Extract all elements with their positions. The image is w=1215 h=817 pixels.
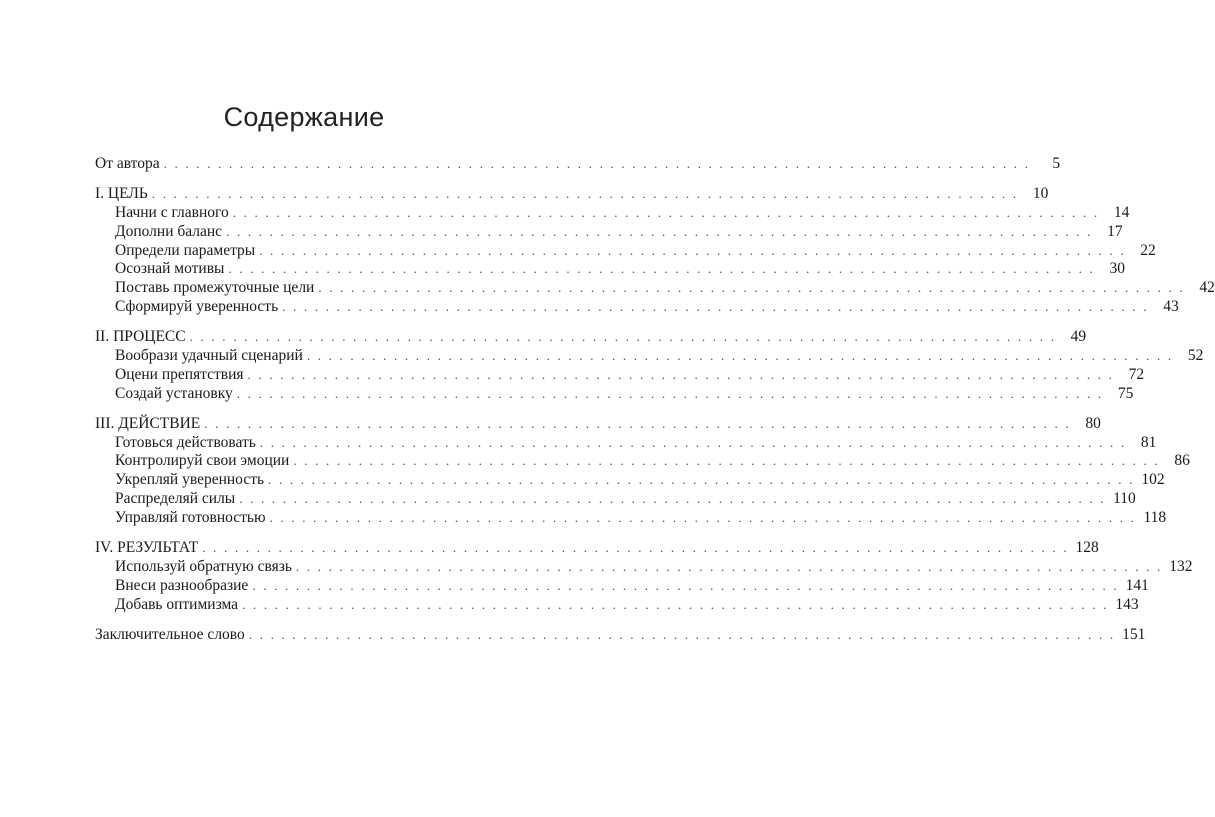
toc-entry-label: Сформируй уверенность	[115, 298, 279, 316]
toc-subentry[interactable]	[95, 241, 1156, 261]
toc-page-number: 10	[1032, 184, 1049, 202]
toc-entry-label: Укрепляй уверенность	[115, 471, 265, 489]
toc-entry-label: Готовься действовать	[115, 433, 256, 451]
toc-entry[interactable]	[95, 155, 1061, 174]
toc-page-number: 30	[1109, 260, 1126, 278]
toc-page-number: 49	[1070, 328, 1087, 346]
toc-subentry[interactable]	[95, 260, 1126, 279]
dot-leader: . . . . . . . . . . . . . . . . . . . . . . . . . . . . . . . . . . . . . . . . . . . . . . . . . . . . . . . . . . . . . . . . . . . . . . . . . . . . . . . .	[252, 577, 1119, 593]
toc-entry-label: III. ДЕЙСТВИЕ	[95, 414, 201, 432]
toc-page-number: 132	[1169, 557, 1193, 575]
toc-entry-label: Вообрази удачный сценарий	[115, 347, 303, 365]
toc-subentry[interactable]	[95, 203, 1130, 223]
toc-subentry[interactable]	[95, 471, 1165, 490]
toc-page-number: 102	[1141, 471, 1165, 489]
dot-leader: . . . . . . . . . . . . . . . . . . . . . . . . . . . . . . . . . . . . . . . . . . . . . . . . . . . . . . . . . . . . . . . . . . . . . . . . . . . . . . . .	[259, 242, 1126, 258]
dot-leader: . . . . . . . . . . . . . . . . . . . . . . . . . . . . . . . . . . . . . . . . . . . . . . . . . . . . . . . . . . . . . . . . . . . . . . . . . . . . . . . .	[202, 540, 1069, 556]
toc-page-number: 42	[1199, 279, 1215, 297]
dot-leader: . . . . . . . . . . . . . . . . . . . . . . . . . . . . . . . . . . . . . . . . . . . . . . . . . . . . . . . . . . . . . . . . . . . . . . . . . . . . . . . .	[282, 299, 1149, 315]
toc-entry-label: Осознай мотивы	[115, 260, 225, 278]
dot-leader: . . . . . . . . . . . . . . . . . . . . . . . . . . . . . . . . . . . . . . . . . . . . . . . . . . . . . . . . . . . . . . . . . . . . . . . . . . . . . . . .	[228, 261, 1096, 277]
toc-subentry[interactable]	[95, 595, 1139, 615]
page-title: Содержание	[223, 102, 385, 132]
toc-entry-label: Оцени препятствия	[115, 365, 244, 383]
dot-leader: . . . . . . . . . . . . . . . . . . . . . . . . . . . . . . . . . . . . . . . . . . . . . . . . . . . . . . . . . . . . . . . . . . . . . . . . . . . . . . . .	[204, 415, 1071, 431]
toc-entry-label: Распределяй силы	[115, 490, 236, 508]
dot-leader: . . . . . . . . . . . . . . . . . . . . . . . . . . . . . . . . . . . . . . . . . . . . . . . . . . . . . . . . . . . . . . . . . . . . . . . . . . . . . . . .	[248, 626, 1116, 642]
toc-page-number: 143	[1115, 595, 1139, 613]
dot-leader: . . . . . . . . . . . . . . . . . . . . . . . . . . . . . . . . . . . . . . . . . . . . . . . . . . . . . . . . . . . . . . . . . . . . . . . . . . . . . . . .	[236, 385, 1104, 401]
toc-page-number: 5	[1052, 155, 1061, 172]
toc-subentry[interactable]	[95, 222, 1123, 242]
toc-entry[interactable]	[95, 184, 1049, 204]
toc-entry-label: Определи параметры	[115, 241, 256, 259]
toc-page-number: 86	[1174, 452, 1190, 470]
dot-leader: . . . . . . . . . . . . . . . . . . . . . . . . . . . . . . . . . . . . . . . . . . . . . . . . . . . . . . . . . . . . . . . . . . . . . . . . . . . . . . . .	[259, 434, 1127, 450]
toc-page-number: 151	[1122, 625, 1146, 643]
dot-leader: . . . . . . . . . . . . . . . . . . . . . . . . . . . . . . . . . . . . . . . . . . . . . . . . . . . . . . . . . . . . . . . . . . . . . . . . . . . . . . . .	[247, 366, 1115, 382]
toc-subentry[interactable]	[95, 452, 1190, 471]
toc-entry-label: Создай установку	[115, 384, 233, 402]
dot-leader: . . . . . . . . . . . . . . . . . . . . . . . . . . . . . . . . . . . . . . . . . . . . . . . . . . . . . . . . . . . . . . . . . . . . . . . . . . . . . . . .	[239, 491, 1106, 507]
toc-entry-label: Используй обратную связь	[115, 557, 292, 575]
toc-subentry[interactable]	[95, 557, 1193, 577]
dot-leader: . . . . . . . . . . . . . . . . . . . . . . . . . . . . . . . . . . . . . . . . . . . . . . . . . . . . . . . . . . . . . . . . . . . . . . . . . . . . . . . .	[318, 280, 1185, 296]
toc-subentry[interactable]	[95, 576, 1149, 596]
toc-entry-label: Начни с главного	[115, 203, 229, 221]
toc-page-number: 141	[1125, 576, 1149, 594]
dot-leader: . . . . . . . . . . . . . . . . . . . . . . . . . . . . . . . . . . . . . . . . . . . . . . . . . . . . . . . . . . . . . . . . . . . . . . . . . . . . . . . .	[226, 223, 1093, 239]
toc-section	[95, 539, 1193, 615]
toc-entry[interactable]	[95, 625, 1146, 645]
toc-subentry[interactable]	[95, 279, 1215, 298]
toc-entry-label: Дополни баланс	[115, 222, 223, 240]
toc-subentry[interactable]	[95, 433, 1157, 453]
toc-section	[95, 184, 1215, 317]
toc-entry-label: От автора	[95, 155, 160, 172]
toc-subentry[interactable]	[95, 509, 1167, 528]
toc-subentry[interactable]	[95, 384, 1134, 404]
toc-entry-label: Внеси разнообразие	[115, 576, 249, 594]
toc-section	[95, 414, 1190, 528]
dot-leader: . . . . . . . . . . . . . . . . . . . . . . . . . . . . . . . . . . . . . . . . . . . . . . . . . . . . . . . . . . . . . . . . . . . . . . . . . . . . . . . .	[293, 453, 1160, 469]
dot-leader: . . . . . . . . . . . . . . . . . . . . . . . . . . . . . . . . . . . . . . . . . . . . . . . . . . . . . . . . . . . . . . . . . . . . . . . . . . . . . . . .	[151, 185, 1019, 201]
toc-page-number: 118	[1143, 509, 1167, 527]
table-of-contents	[95, 155, 1215, 655]
toc-subentry[interactable]	[95, 298, 1179, 317]
toc-page-number: 80	[1085, 414, 1101, 432]
toc-subentry[interactable]	[95, 365, 1145, 385]
toc-page-number: 14	[1113, 203, 1130, 221]
toc-page-number: 81	[1140, 433, 1157, 451]
toc-section	[95, 625, 1146, 645]
toc-entry[interactable]	[95, 414, 1101, 434]
toc-entry-label: I. ЦЕЛЬ	[95, 184, 148, 202]
dot-leader: . . . . . . . . . . . . . . . . . . . . . . . . . . . . . . . . . . . . . . . . . . . . . . . . . . . . . . . . . . . . . . . . . . . . . . . . . . . . . . . .	[269, 510, 1137, 526]
dot-leader: . . . . . . . . . . . . . . . . . . . . . . . . . . . . . . . . . . . . . . . . . . . . . . . . . . . . . . . . . . . . . . . . . . . . . . . . . . . . . . . .	[268, 472, 1135, 488]
dot-leader: . . . . . . . . . . . . . . . . . . . . . . . . . . . . . . . . . . . . . . . . . . . . . . . . . . . . . . . . . . . . . . . . . . . . . . . . . . . . . . . .	[242, 596, 1109, 612]
toc-page-number: 128	[1075, 539, 1099, 557]
toc-entry-label: IV. РЕЗУЛЬТАТ	[95, 539, 199, 557]
toc-section	[95, 328, 1204, 404]
toc-subentry[interactable]	[95, 347, 1204, 366]
toc-page-number: 75	[1117, 384, 1134, 402]
toc-entry-label: Заключительное слово	[95, 625, 245, 643]
dot-leader: . . . . . . . . . . . . . . . . . . . . . . . . . . . . . . . . . . . . . . . . . . . . . . . . . . . . . . . . . . . . . . . . . . . . . . . . . . . . . . . .	[163, 156, 1031, 171]
toc-entry[interactable]	[95, 328, 1087, 347]
toc-entry-label: Контролируй свои эмоции	[115, 452, 290, 470]
toc-entry-label: Поставь промежуточные цели	[115, 279, 315, 297]
dot-leader: . . . . . . . . . . . . . . . . . . . . . . . . . . . . . . . . . . . . . . . . . . . . . . . . . . . . . . . . . . . . . . . . . . . . . . . . . . . . . . . .	[232, 204, 1100, 220]
toc-page-number: 52	[1187, 347, 1204, 365]
dot-leader: . . . . . . . . . . . . . . . . . . . . . . . . . . . . . . . . . . . . . . . . . . . . . . . . . . . . . . . . . . . . . . . . . . . . . . . . . . . . . . . .	[295, 558, 1163, 574]
toc-page-number: 110	[1113, 490, 1136, 508]
toc-entry-label: II. ПРОЦЕСС	[95, 328, 186, 346]
toc-page-number: 72	[1128, 365, 1145, 383]
toc-subentry[interactable]	[95, 490, 1136, 509]
toc-entry-label: Добавь оптимизма	[115, 595, 239, 613]
toc-section	[95, 155, 1061, 174]
toc-page-number: 43	[1163, 298, 1179, 316]
toc-entry-label: Управляй готовностью	[115, 509, 266, 527]
dot-leader: . . . . . . . . . . . . . . . . . . . . . . . . . . . . . . . . . . . . . . . . . . . . . . . . . . . . . . . . . . . . . . . . . . . . . . . . . . . . . . . .	[189, 329, 1057, 345]
toc-page-number: 17	[1107, 222, 1123, 240]
toc-page-number: 22	[1140, 241, 1156, 259]
toc-entry[interactable]	[95, 539, 1099, 558]
dot-leader: . . . . . . . . . . . . . . . . . . . . . . . . . . . . . . . . . . . . . . . . . . . . . . . . . . . . . . . . . . . . . . . . . . . . . . . . . . . . . . . .	[306, 348, 1174, 364]
